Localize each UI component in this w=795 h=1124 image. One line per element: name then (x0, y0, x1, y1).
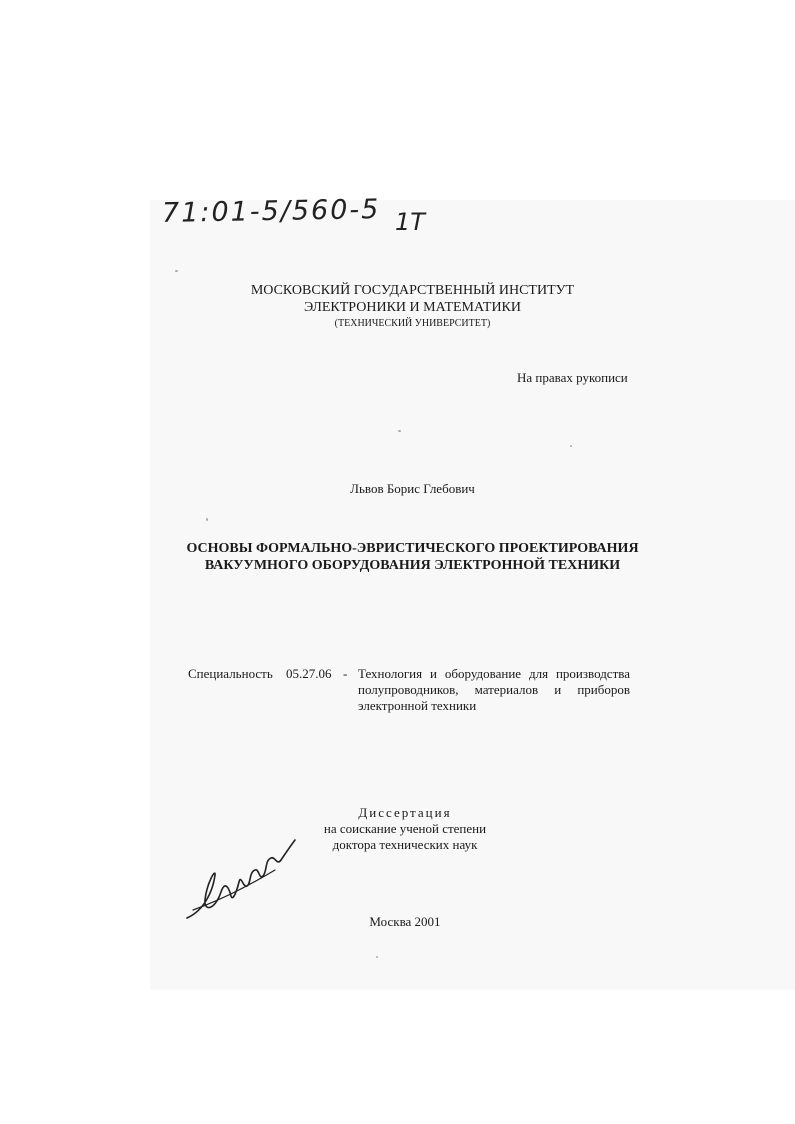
scan-speck (376, 956, 378, 958)
scan-speck (206, 518, 208, 521)
rights-note: На правах рукописи (517, 370, 628, 385)
catalog-number: 71:01-5/560-5 (161, 194, 381, 229)
dissertation-line-2: на соискание ученой степени (323, 821, 487, 836)
specialty-label: Специальность (188, 666, 273, 681)
scan-speck (398, 430, 401, 432)
scan-speck (570, 445, 572, 447)
catalog-suffix: 1Т (395, 208, 425, 236)
scan-speck (175, 270, 178, 272)
dissertation-line-3: доктора технических наук (332, 837, 478, 852)
handwritten-signature-icon (185, 830, 305, 925)
dissertation-line-1: Диссертация (358, 805, 452, 820)
specialty-dash: - (343, 666, 348, 681)
specialty-text: Технология и оборудование для производства полупроводников, материалов и приборов электронной техники (358, 666, 630, 713)
title-line-2: ВАКУУМНОГО ОБОРУДОВАНИЯ ЭЛЕКТРОННОЙ ТЕХНИКИ (204, 558, 621, 573)
place-year: Москва 2001 (369, 914, 441, 929)
author-name: Львов Борис Глебович (350, 481, 475, 496)
institution-line-2: ЭЛЕКТРОНИКИ И МАТЕМАТИКИ (303, 300, 521, 315)
institution-line-3: (ТЕХНИЧЕСКИЙ УНИВЕРСИТЕТ) (334, 318, 491, 329)
institution-line-1: МОСКОВСКИЙ ГОСУДАРСТВЕННЫЙ ИНСТИТУТ (250, 283, 575, 298)
title-line-1: ОСНОВЫ ФОРМАЛЬНО-ЭВРИСТИЧЕСКОГО ПРОЕКТИРОВАНИЯ (186, 541, 639, 556)
specialty-code: 05.27.06 (286, 666, 332, 681)
